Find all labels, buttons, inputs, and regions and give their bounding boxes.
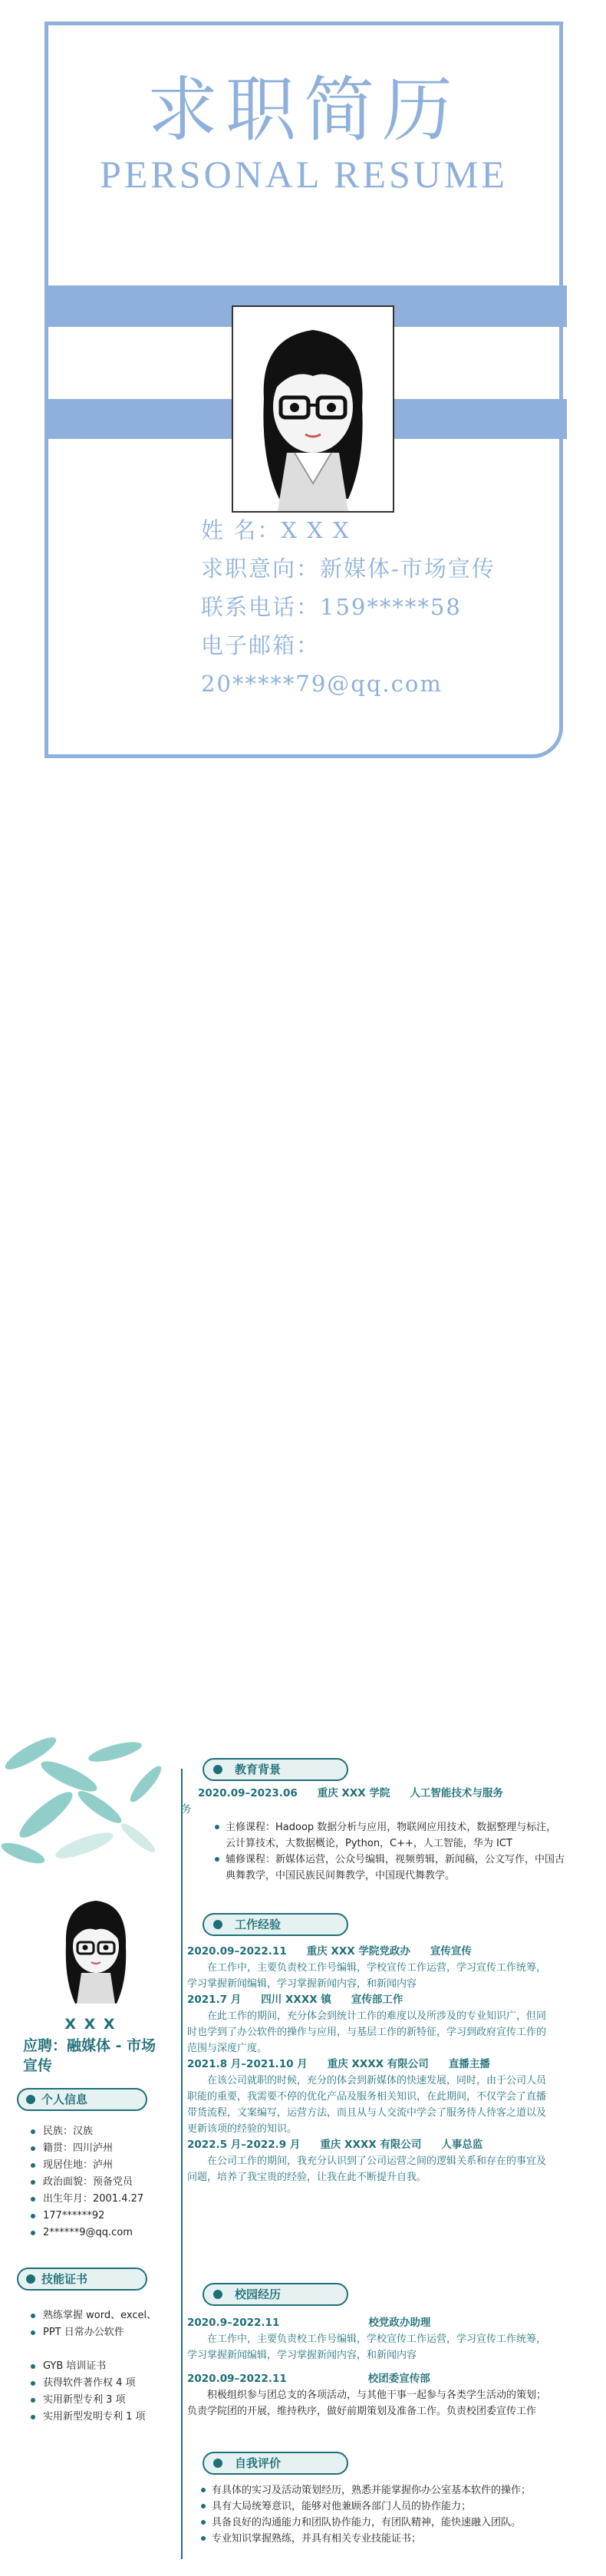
work-block <box>187 1944 555 2185</box>
section-campus: 校园经历 <box>203 2283 348 2306</box>
cover-contact-info <box>201 511 496 703</box>
cover-title: 求职简历 <box>147 69 460 151</box>
resume-page <box>0 1730 606 2576</box>
list-item: PPT 日常办公软件 <box>31 2324 156 2341</box>
list-item: 政治面貌：预备党员 <box>31 2174 143 2191</box>
leaf-decoration-icon <box>0 1730 181 1884</box>
work-header: 2020.09–2022.11 重庆 XXX 学院党政办 宣传宣传 <box>187 1945 472 1958</box>
work-desc: 在此工作的期间，充分体会到统计工作的难度以及所涉及的专业知识广，但同时也学到了办公软件的操作与应用，与基层工作的新特征，学习到政府宣传工作的范围与深度广度。 <box>187 2010 547 2054</box>
list-item: 具有大局统筹意识，能够对他兼顾各部门人员的协作能力； <box>201 2498 569 2515</box>
list-item: 实用新型专利 3 项 <box>31 2392 156 2409</box>
timeline-line <box>181 1769 183 2559</box>
resume-role: 应聘：融媒体 - 市场宣传 <box>23 2037 156 2074</box>
work-header: 2021.8 月–2021.10 月 重庆 XXXX 有限公司 直播主播 <box>187 2058 490 2070</box>
section-personal-info: 个人信息 <box>17 2088 147 2111</box>
cover-intent: 求职意向：新媒体-市场宣传 <box>201 556 496 582</box>
education-list <box>215 1819 566 1884</box>
skills-list <box>31 2307 156 2426</box>
section-skills: 技能证书 <box>17 2268 147 2291</box>
section-work: 工作经验 <box>203 1913 348 1936</box>
education-header: 2020.09–2023.06 重庆 XXX 学院 人工智能技术与服务 <box>198 1787 503 1799</box>
cover-subtitle: PERSONAL RESUME <box>100 153 508 196</box>
list-item: 辅修课程：新媒体运营，公众号编辑，视频剪辑，新闻稿，公文写作，中国古典舞教学，中国民族民间舞教学，中国现代舞教学。 <box>215 1852 566 1884</box>
resume-name: X X X <box>64 2016 117 2033</box>
section-self-eval: 自我评价 <box>203 2452 348 2475</box>
avatar-portrait-icon <box>233 307 393 511</box>
list-item: 籍贯：四川泸州 <box>31 2140 143 2157</box>
list-item: 具备良好的沟通能力和团队协作能力，有团队精神，能快速融入团队。 <box>201 2515 569 2531</box>
section-education: 教育背景 <box>203 1758 348 1781</box>
campus-header: 2020.09–2022.11 校团委宣传部 <box>187 2373 430 2385</box>
list-item: 民族：汉族 <box>31 2123 143 2140</box>
cover-name: 姓 名：X X X <box>201 517 351 543</box>
cover-photo <box>232 305 394 513</box>
list-item: 主修课程：Hadoop 数据分析与应用，物联网应用技术，数据整理与标注，云计算技术，大数据概论，Python，C++，人工智能，华为 ICT <box>215 1819 566 1852</box>
work-desc: 在工作中，主要负责校工作号编辑，学校宣传工作运营，学习宣传工作统筹，学习掌握新闻编辑，学习掌握新闻内容，和新闻内容 <box>187 1962 547 1990</box>
cover-email-label: 电子邮箱： <box>201 632 321 658</box>
list-item: 2******9@qq.com <box>31 2225 143 2241</box>
personal-info-list <box>31 2123 143 2241</box>
list-item: 有具体的实习及活动策划经历，熟悉并能掌握你办公室基本软件的操作； <box>201 2482 569 2498</box>
list-item: 实用新型发明专利 1 项 <box>31 2409 156 2426</box>
cover-email: 20*****79@qq.com <box>201 671 443 697</box>
list-item: GYB 培训证书 <box>31 2358 156 2375</box>
self-eval-list <box>201 2482 569 2547</box>
list-item: 获得软件著作权 4 项 <box>31 2375 156 2392</box>
avatar-portrait-icon <box>51 1890 141 2004</box>
education-block: 2020.09–2023.06 重庆 XXX 学院 人工智能技术与服务 务 主修课程：Hadoop 数据分析与应用，物联网应用技术，数据整理与标注，云计算技术，大数据概论，Python，C++，人工智能，华为 ICT 辅修课程：新媒体运营，公众号编辑，视频剪辑，新闻稿，公文写作，中国古典舞教学，中国民族民间舞教学，中国现代舞教学。 <box>198 1786 566 1884</box>
cover-page <box>0 0 606 790</box>
campus-desc: 积极组织参与团总支的各项活动，与其他干事一起参与各类学生活动的策划；负责学院团的开展，维持秩序，做好前期策划及准备工作。负责校团委宣传工作 <box>187 2390 547 2417</box>
work-header: 2022.5 月–2022.9 月 重庆 XXXX 有限公司 人事总监 <box>187 2139 483 2151</box>
list-item: 现居住地：泸州 <box>31 2157 143 2174</box>
cover-phone: 联系电话：159*****58 <box>201 594 462 620</box>
work-header: 2021.7 月 四川 XXXX 镇 宣传部工作 <box>187 1994 403 2006</box>
campus-desc: 在工作中，主要负责校工作号编辑，学校宣传工作运营，学习宣传工作统筹，学习掌握新闻编辑，学习掌握新闻内容，和新闻内容 <box>187 2334 547 2361</box>
work-desc: 在公司工作的期间，我充分认识到了公司运营之间的逻辑关系和存在的事宜及问题，培养了我宝贵的经验，让我在此不断提升自我。 <box>187 2155 547 2183</box>
list-item: 熟练掌握 word、excel、 <box>31 2307 156 2324</box>
list-item: 出生年月：2001.4.27 <box>31 2191 143 2208</box>
campus-block <box>187 2315 555 2419</box>
campus-header: 2020.9–2022.11 校党政办助理 <box>187 2317 431 2329</box>
work-desc: 在该公司就职的时候，充分的体会到新媒体的快速发展，同时，由于公司人员职能的重要，我需要不停的优化产品及服务相关知识，在此期间，不仅学会了直播带货流程，文案编写，运营方法，而且从与人交流中学会了服务待人待客之道以及更新该项的经验的知识。 <box>187 2075 547 2135</box>
resume-sidebar <box>0 1730 181 2576</box>
list-item: 177******92 <box>31 2208 143 2225</box>
list-item: 专业知识掌握熟练，并具有相关专业技能证书； <box>201 2531 569 2547</box>
